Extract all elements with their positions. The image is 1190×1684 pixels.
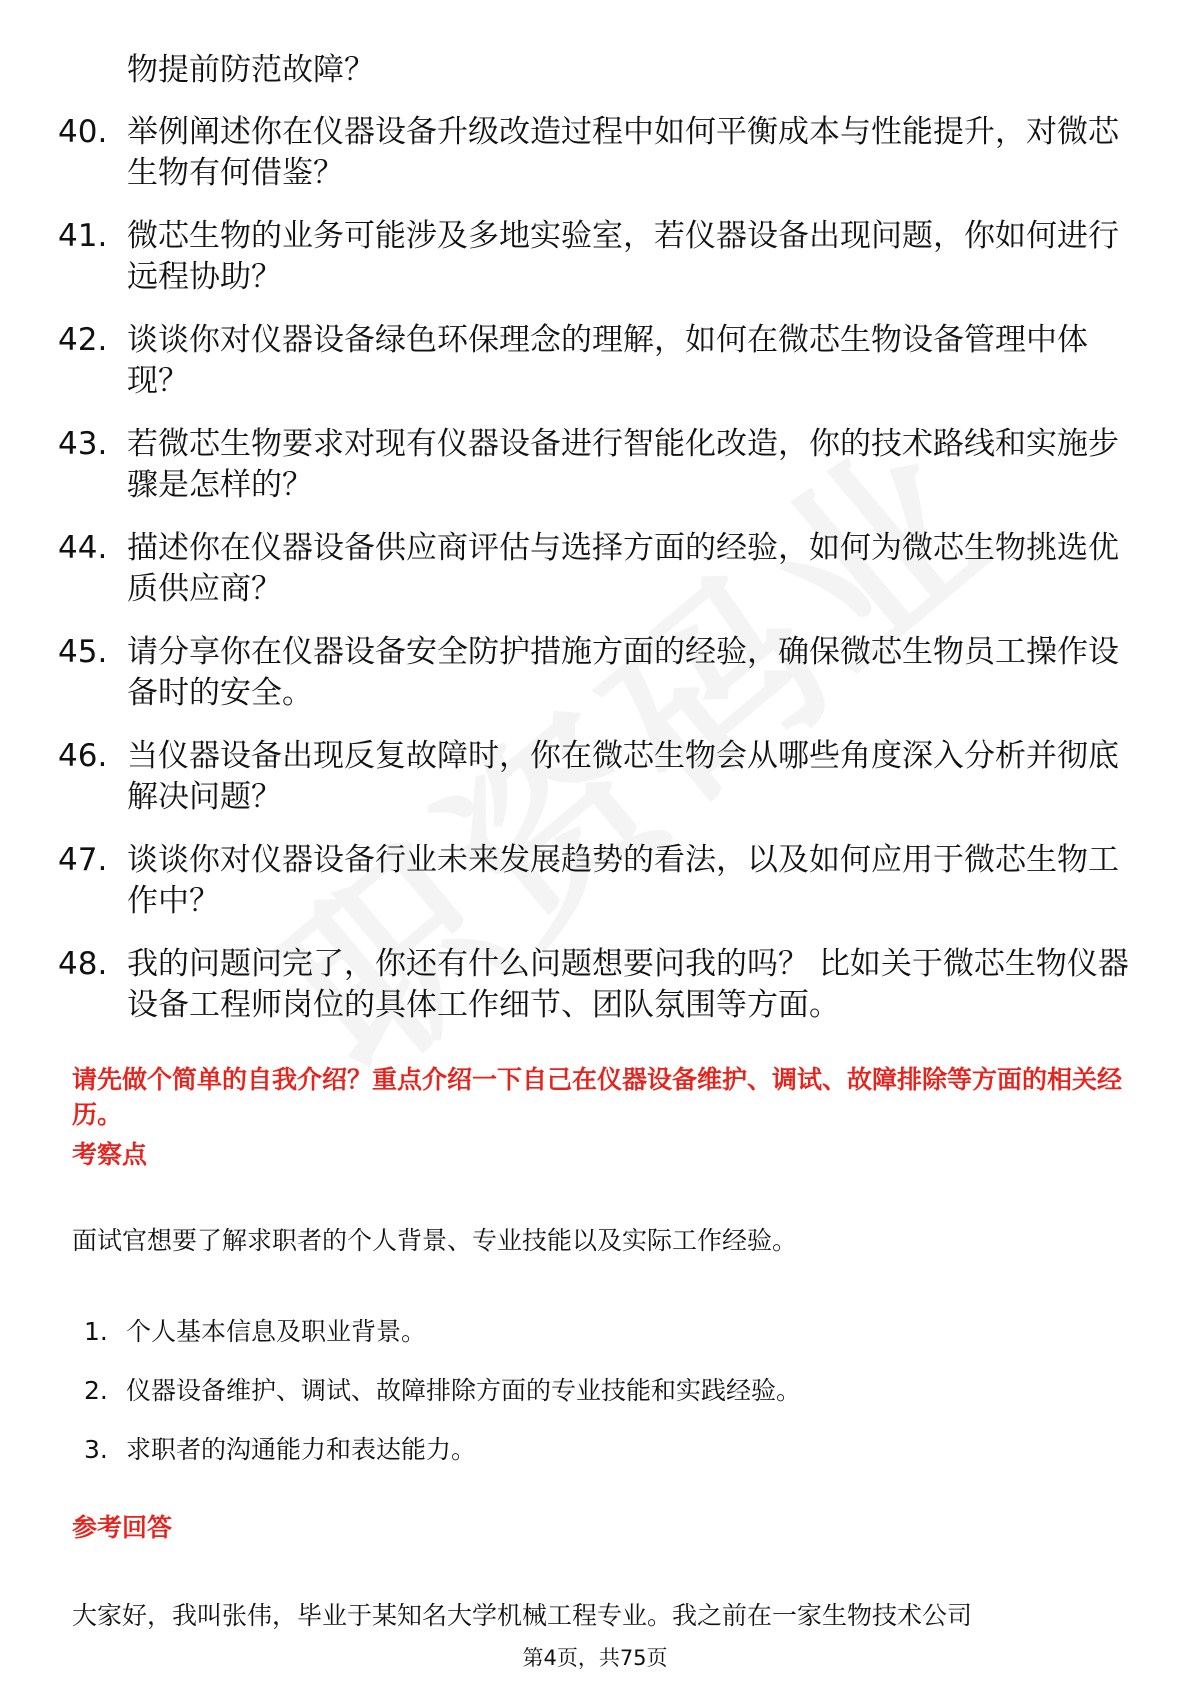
question-list [58, 112, 1130, 1048]
question-text: 描述你在仪器设备供应商评估与选择方面的经验，如何为微芯生物挑选优质供应商？ [127, 530, 1119, 607]
question-item [58, 112, 1130, 194]
exam-point-item [84, 1314, 801, 1349]
question-text: 谈谈你对仪器设备绿色环保理念的理解，如何在微芯生物设备管理中体现？ [127, 322, 1088, 399]
question-item [58, 632, 1130, 714]
question-number: 45. [58, 634, 108, 670]
question-text: 我的问题问完了，你还有什么问题想要问我的吗？ 比如关于微芯生物仪器设备工程师岗位的具体工作细节、团队氛围等方面。 [127, 946, 1129, 1023]
question-text: 若微芯生物要求对现有仪器设备进行智能化改造，你的技术路线和实施步骤是怎样的？ [127, 426, 1119, 503]
question-number: 47. [58, 842, 108, 878]
question-text: 当仪器设备出现反复故障时，你在微芯生物会从哪些角度深入分析并彻底解决问题？ [127, 738, 1119, 815]
exam-point-item [84, 1432, 801, 1467]
featured-question: 请先做个简单的自我介绍？重点介绍一下自己在仪器设备维护、调试、故障排除等方面的相关经历。 [72, 1065, 1123, 1129]
reference-answer-title: 参考回答 [72, 1513, 173, 1542]
question-number: 46. [58, 738, 108, 774]
question-item [58, 216, 1130, 298]
question-text: 微芯生物的业务可能涉及多地实验室，若仪器设备出现问题，你如何进行远程协助？ [127, 218, 1119, 295]
question-number: 44. [58, 530, 108, 566]
question-item [58, 528, 1130, 610]
question-item [58, 840, 1130, 922]
exam-points-intro: 面试官想要了解求职者的个人背景、专业技能以及实际工作经验。 [72, 1226, 798, 1255]
question-number: 42. [58, 322, 108, 358]
exam-point-text: 个人基本信息及职业背景。 [126, 1317, 427, 1346]
question-text: 谈谈你对仪器设备行业未来发展趋势的看法，以及如何应用于微芯生物工作中？ [127, 842, 1119, 919]
page-footer: 第4页，共75页 [522, 1646, 668, 1670]
exam-point-number: 2. [84, 1376, 108, 1405]
exam-point-number: 3. [84, 1435, 108, 1464]
exam-point-text: 求职者的沟通能力和表达能力。 [126, 1435, 477, 1464]
exam-points-title: 考察点 [72, 1140, 148, 1169]
exam-point-text: 仪器设备维护、调试、故障排除方面的专业技能和实践经验。 [126, 1376, 802, 1405]
question-item [58, 424, 1130, 506]
question-item [58, 736, 1130, 818]
question-text: 举例阐述你在仪器设备升级改造过程中如何平衡成本与性能提升，对微芯生物有何借鉴？ [127, 114, 1119, 191]
question-item [58, 944, 1130, 1026]
question-item [58, 320, 1130, 402]
exam-point-number: 1. [84, 1317, 108, 1346]
reference-answer-text: 大家好，我叫张伟，毕业于某知名大学机械工程专业。我之前在一家生物技术公司 [72, 1601, 973, 1630]
question-number: 48. [58, 946, 108, 982]
question-number: 40. [58, 114, 108, 150]
question-continuation: 物提前防范故障？ [127, 52, 375, 88]
question-text: 请分享你在仪器设备安全防护措施方面的经验，确保微芯生物员工操作设备时的安全。 [127, 634, 1119, 711]
exam-points-list [84, 1314, 801, 1491]
exam-point-item [84, 1373, 801, 1408]
question-number: 43. [58, 426, 108, 462]
question-number: 41. [58, 218, 108, 254]
